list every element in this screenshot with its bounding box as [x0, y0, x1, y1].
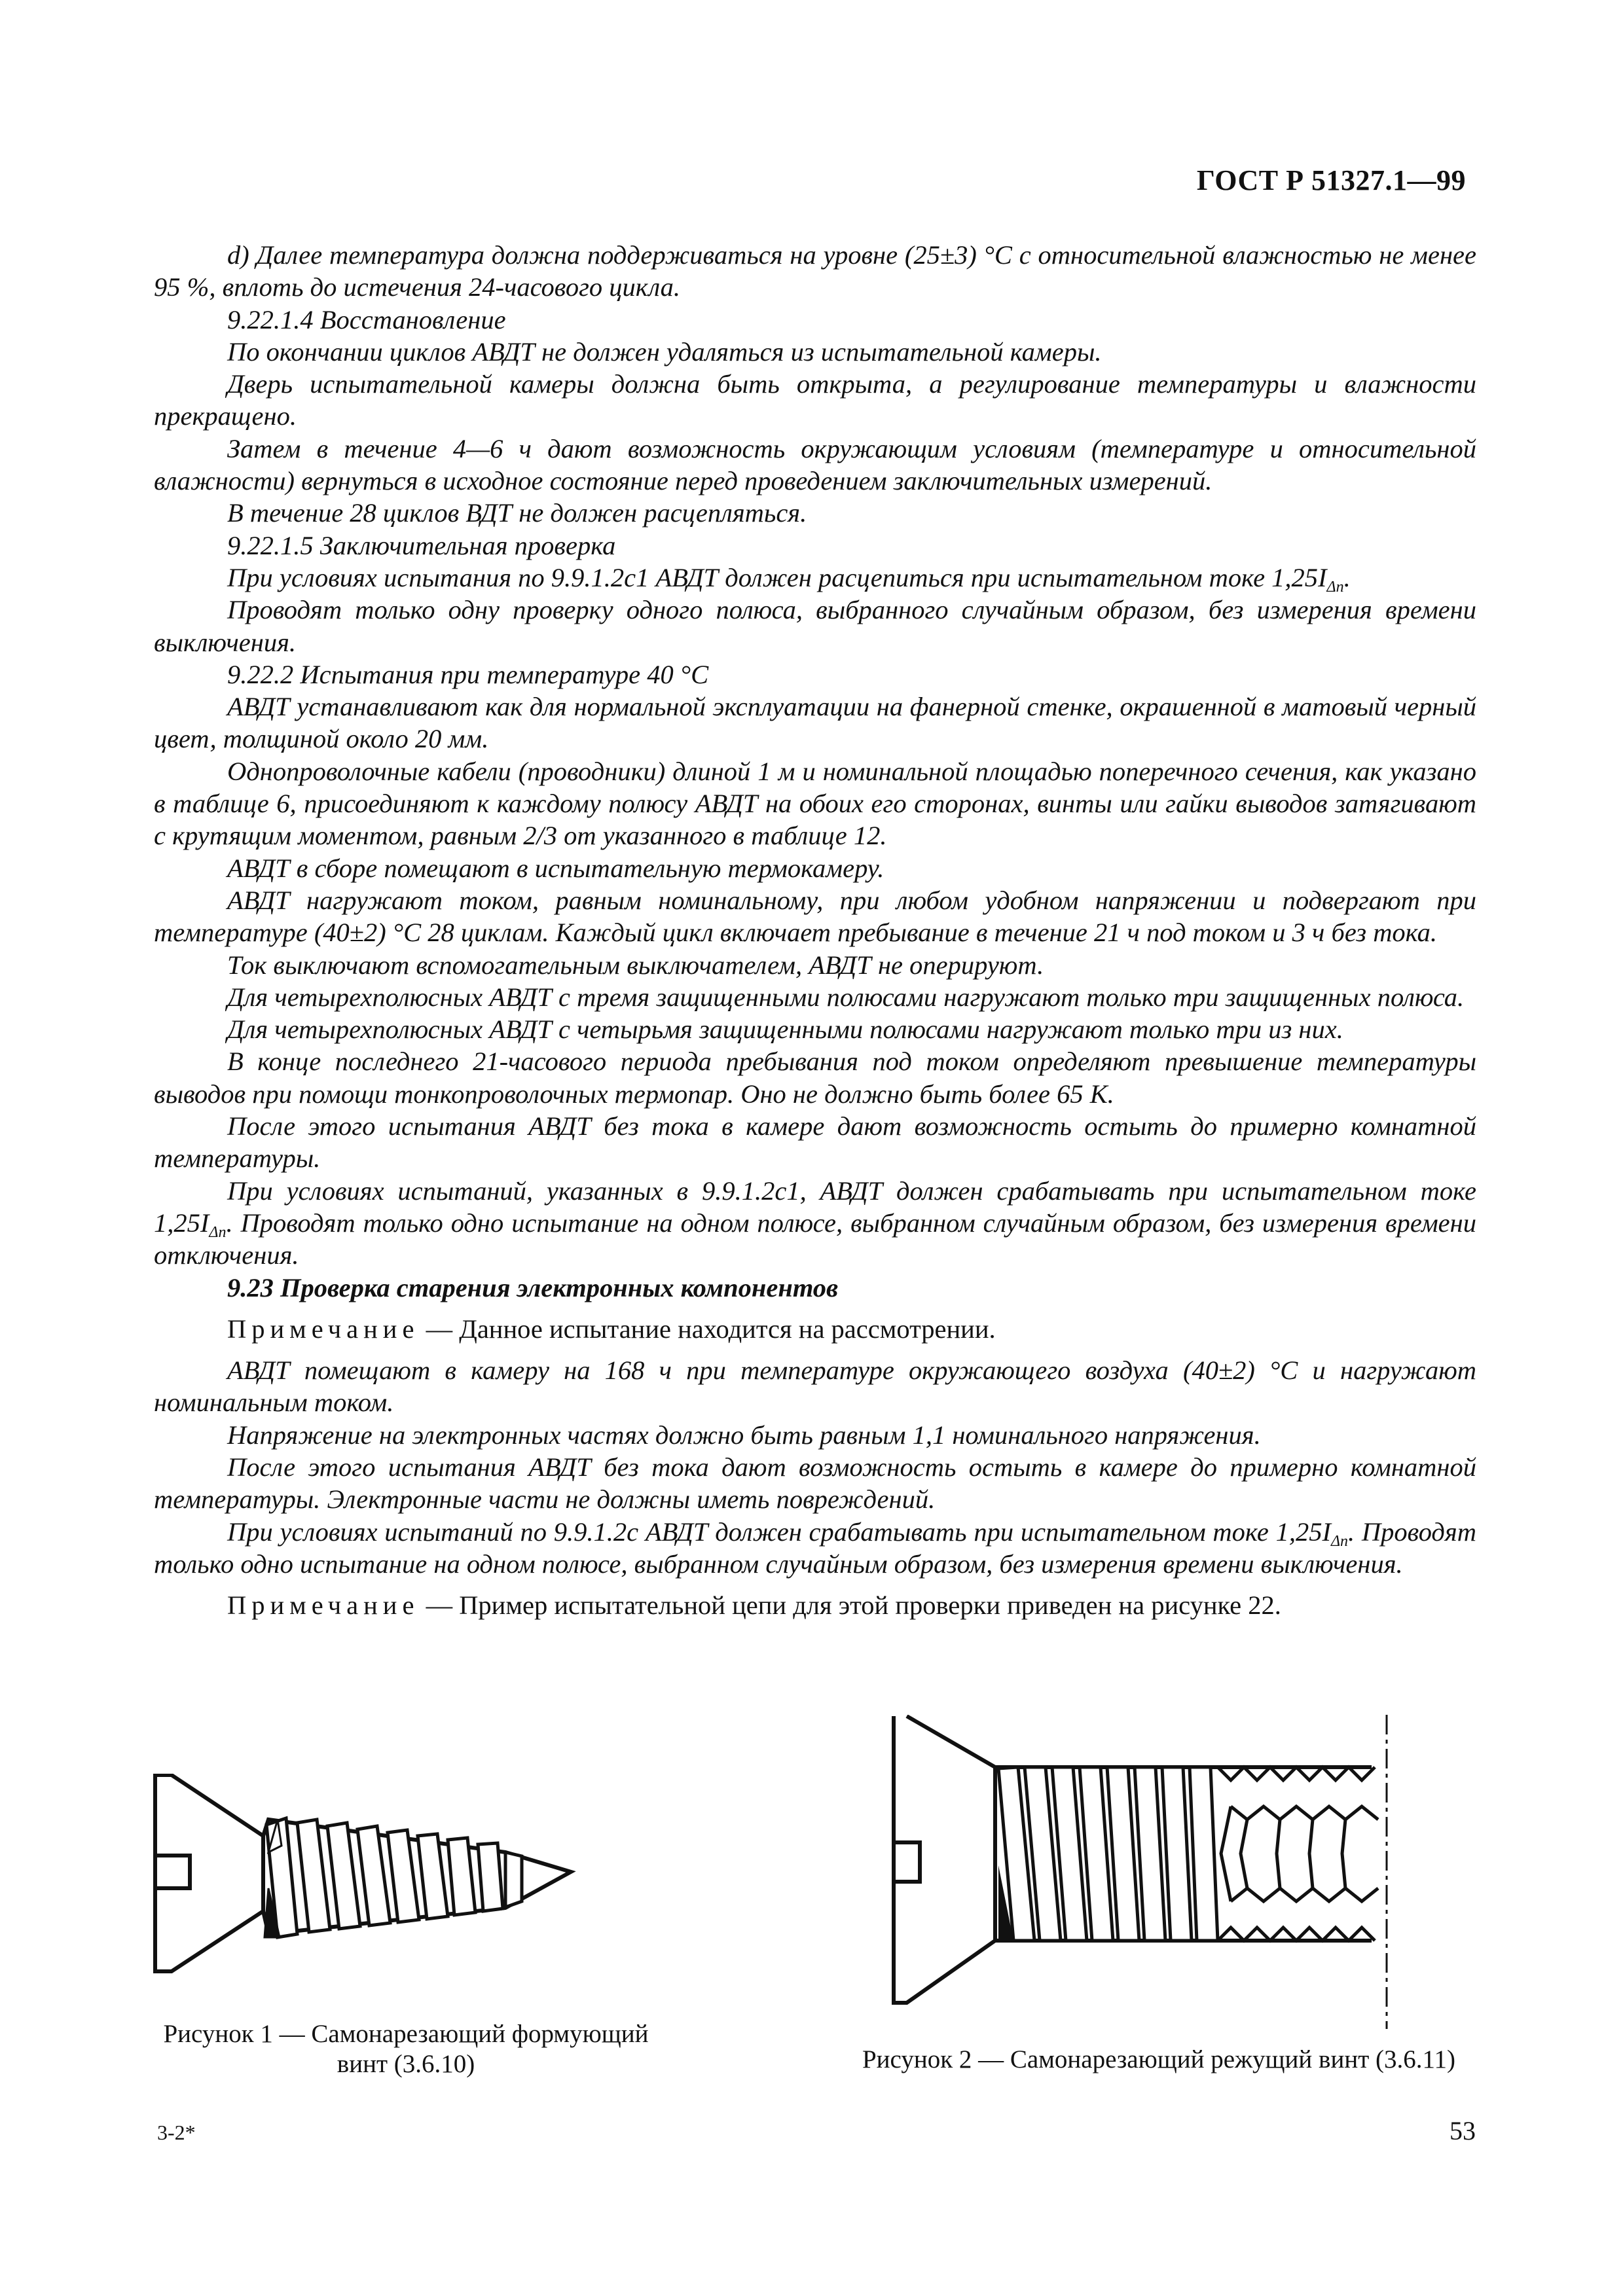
paragraph: В конце последнего 21-часового периода пребывания под током определяют превышение температуры выводов при помощи тонкопроволочных термопар. Оно не должно быть более 65 К.: [154, 1047, 1476, 1109]
footer-mark: 3-2*: [157, 2121, 196, 2144]
paragraph: Дверь испытательной камеры должна быть открыта, а регулирование температуры и влажности прекращено.: [154, 369, 1476, 431]
document-code: ГОСТ Р 51327.1—99: [1196, 164, 1466, 196]
paragraph: d) Далее температура должна поддерживаться на уровне (25±3) °С с относительной влажностью не менее 95 %, вплоть до истечения 24-часового цикла.: [154, 240, 1476, 302]
paragraph: АВДТ помещают в камеру на 168 ч при температуре окружающего воздуха (40±2) °С и нагружают номинальным током.: [154, 1355, 1476, 1418]
paragraph: После этого испытания АВДТ без тока в камере дают возможность остыть до примерно комнатной температуры.: [154, 1111, 1476, 1174]
paragraph: Затем в течение 4—6 ч дают возможность окружающим условиям (температуре и относительной влажности) вернуться в исходное состояние перед проведением заключительных измерений.: [154, 433, 1476, 496]
paragraph: При условиях испытаний, указанных в 9.9.1.2с1, АВДТ должен срабатывать при испытательном токе $1,25I_{\Delta n}$. Проводят только одно испытание на одном полюсе, выбранном случайным образом, без измерения времени отключения.: [154, 1175, 1476, 1270]
subsection-heading: 9.22.1.5 Заключительная проверка: [227, 530, 616, 560]
paragraph: Однопроволочные кабели (проводники) длиной 1 м и номинальной площадью поперечного сечения, как указано в таблице 6, присоединяют к каждому полюсу АВДТ на обоих его сторонах, винты или гайки выводов затягивают с крутящим моментом, равным 2/3 от указанного в таблице 12.: [154, 756, 1476, 851]
section-heading: 9.23 Проверка старения электронных компонентов: [227, 1272, 839, 1302]
paragraph: АВДТ в сборе помещают в испытательную термокамеру.: [227, 853, 884, 883]
figure-1-caption: Рисунок 1 — Самонарезающий формующий винт (3.6.10): [163, 2020, 649, 2078]
paragraph: По окончании циклов АВДТ не должен удаляться из испытательной камеры.: [227, 336, 1102, 367]
paragraph: Для четырехполюсных АВДТ с тремя защищенными полюсами нагружают только три защищенных полюса.: [227, 982, 1465, 1012]
document-body: [154, 239, 1476, 1630]
subsection-heading: 9.22.1.4 Восстановление: [227, 304, 506, 334]
paragraph: Проводят только одну проверку одного полюса, выбранного случайным образом, без измерения времени выключения.: [154, 595, 1476, 657]
paragraph: При условиях испытания по 9.9.1.2с1 АВДТ должен расцепиться при испытательном токе $1,25I_{\Delta n}$.: [227, 562, 1351, 596]
paragraph: АВДТ нагружают током, равным номинальному, при любом удобном напряжении и подвергают при температуре (40±2) °С 28 циклам. Каждый цикл включает пребывание в течение 21 ч под током и 3 ч без тока.: [154, 885, 1476, 948]
note: Примечание — Данное испытание находится на рассмотрении.: [227, 1314, 996, 1344]
paragraph: Для четырехполюсных АВДТ с четырьмя защищенными полюсами нагружают только три из них.: [227, 1014, 1343, 1045]
paragraph: Напряжение на электронных частях должно быть равным 1,1 номинального напряжения.: [227, 1420, 1261, 1450]
note: Примечание — Пример испытательной цепи для этой проверки приведен на рисунке 22.: [227, 1590, 1281, 1621]
figure-1-forming-screw: [152, 1774, 663, 1990]
figure-2-cutting-screw: [890, 1715, 1401, 2029]
page-number: 53: [1450, 2116, 1476, 2145]
paragraph: При условиях испытаний по 9.9.1.2с АВДТ должен срабатывать при испытательном токе $1,25I_{\Delta n}$. Проводят только одно испытание на одном полюсе, выбранном случайным образом, без измерения времени выключения.: [154, 1516, 1476, 1579]
paragraph: Ток выключают вспомогательным выключателем, АВДТ не оперируют.: [227, 950, 1044, 980]
paragraph: В течение 28 циклов ВДТ не должен расцепляться.: [227, 498, 807, 528]
paragraph: АВДТ устанавливают как для нормальной эксплуатации на фанерной стенке, окрашенной в матовый черный цвет, толщиной около 20 мм.: [154, 692, 1476, 754]
subsection-heading: 9.22.2 Испытания при температуре 40 °С: [227, 659, 709, 689]
paragraph: После этого испытания АВДТ без тока дают возможность остыть в камере до примерно комнатной температуры. Электронные части не должны иметь повреждений.: [154, 1452, 1476, 1515]
figure-2-caption: Рисунок 2 — Самонарезающий режущий винт (3.6.11): [862, 2045, 1456, 2073]
